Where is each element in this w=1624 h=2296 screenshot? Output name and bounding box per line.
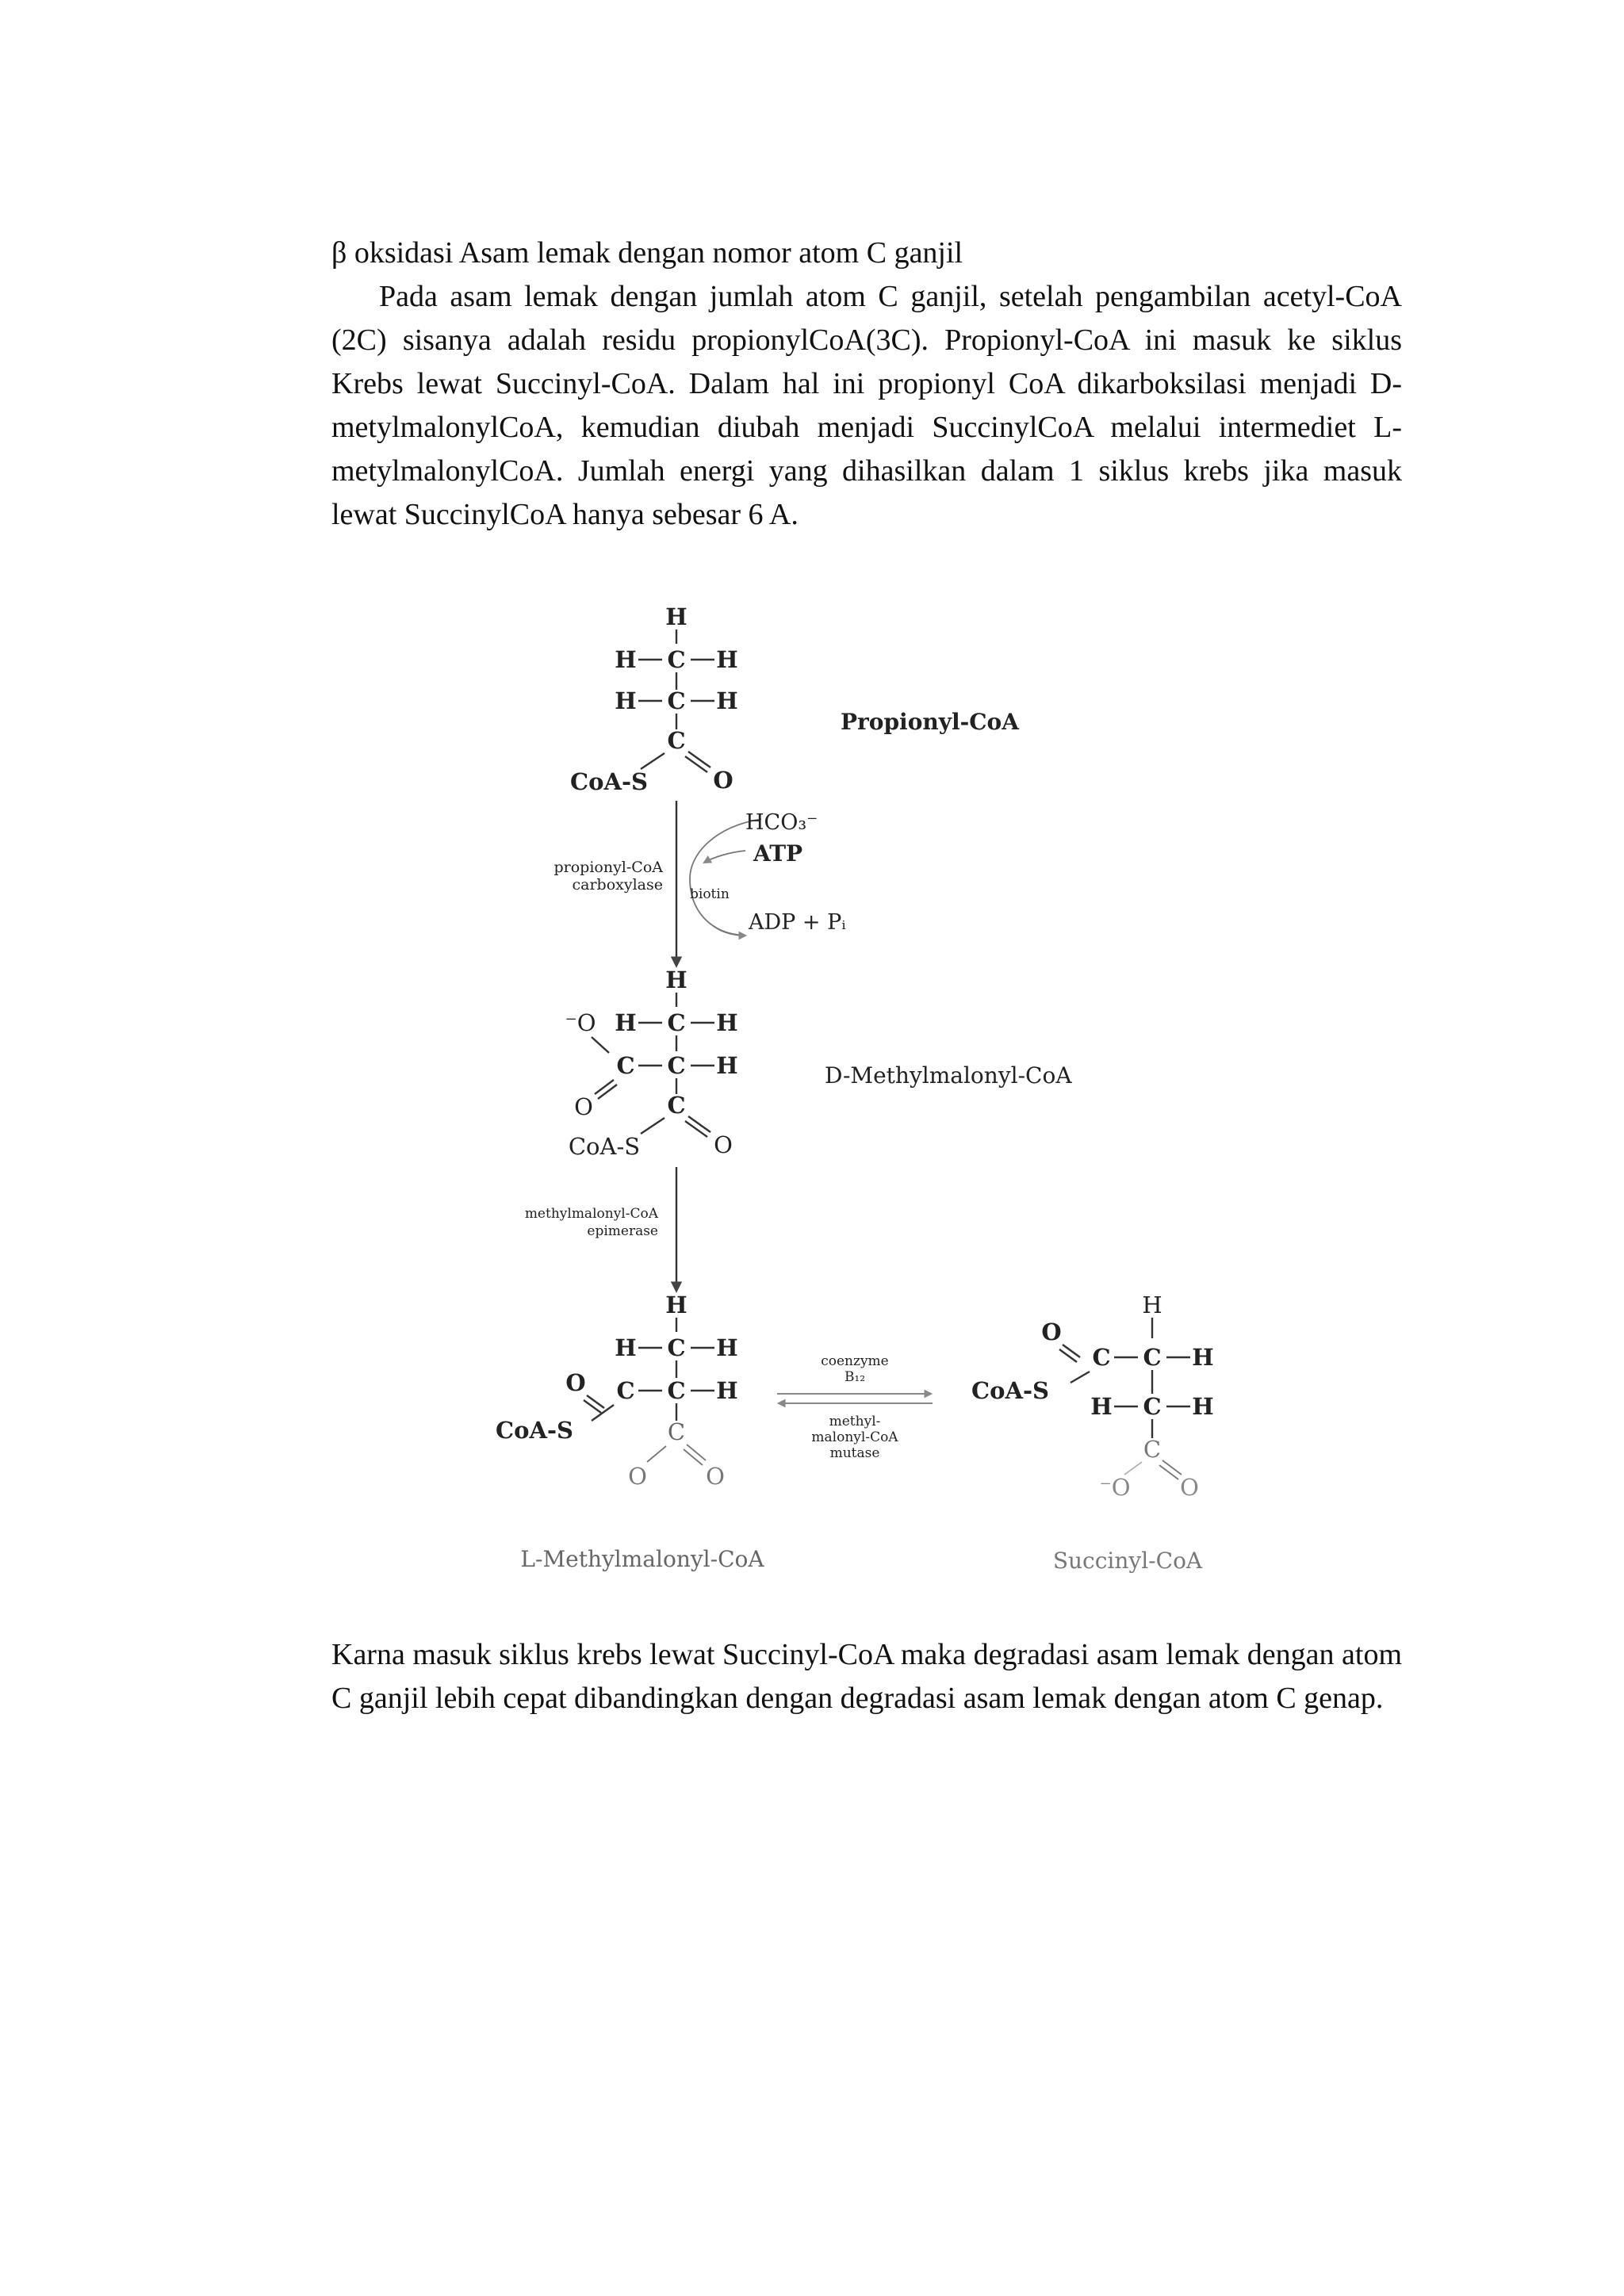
enzyme-epimerase-line2: epimerase (587, 1223, 658, 1239)
epimerase-step (525, 1167, 676, 1291)
atom-h: H (665, 966, 688, 993)
atom-o: O (565, 1369, 586, 1396)
label-l-methylmalonyl-coa: L-Methylmalonyl-CoA (520, 1546, 764, 1572)
atom-c: C (1143, 1344, 1162, 1371)
cofactor-hco3: HCO₃⁻ (745, 810, 818, 835)
label-succinyl-coa: Succinyl-CoA (1052, 1548, 1203, 1574)
atom-o: O (1041, 1318, 1062, 1345)
atom-coa-s: CoA-S (568, 1133, 641, 1160)
enzyme-mutase-line1: methyl- (829, 1414, 881, 1429)
cofactor-coenzyme: coenzyme (821, 1353, 889, 1369)
section-heading: β oksidasi Asam lemak dengan nomor atom C ganjil (331, 236, 963, 270)
atom-c: C (667, 1418, 686, 1445)
atom-o: O (706, 1463, 725, 1490)
atom-c: C (1143, 1393, 1162, 1420)
atom-o: O (714, 1131, 733, 1158)
cofactor-adp-pi: ADP + Pᵢ (749, 910, 846, 935)
enzyme-carboxylase-line1: propionyl-CoA (553, 859, 663, 876)
atom-c: C (667, 687, 686, 714)
atom-coa-s: CoA-S (570, 768, 648, 795)
succinyl-coa-structure (971, 1292, 1214, 1574)
paragraph-odd-chain-intro: Pada asam lemak dengan jumlah atom C ganjil, setelah pengambilan acetyl-CoA (2C) sisanya adalah residu propionylCoA(3C). Propionyl-CoA ini masuk ke siklus Krebs lewat Succinyl-CoA. Dalam hal ini propionyl CoA dikarboksilasi menjadi D-metylmalonylCoA, kemudian diubah menjadi SuccinylCoA melalui intermediet L-metylmalonylCoA. Jumlah energi yang dihasilkan dalam 1 siklus krebs jika masuk lewat SuccinylCoA hanya sebesar 6 A. (331, 280, 1402, 531)
atom-c: C (667, 1009, 686, 1036)
d-methylmalonyl-coa-structure (565, 966, 1072, 1160)
carboxylation-step (553, 801, 846, 966)
enzyme-mutase-line3: mutase (829, 1445, 880, 1461)
atom-c: C (616, 1052, 635, 1079)
atom-c: C (667, 1334, 686, 1361)
atom-h: H (1192, 1344, 1214, 1371)
atom-o-minus: ⁻O (565, 1009, 596, 1036)
atom-h: H (716, 687, 738, 714)
propionyl-coa-pathway-diagram (428, 593, 1300, 1592)
atom-h: H (716, 1009, 738, 1036)
atom-o: O (628, 1463, 647, 1490)
enzyme-epimerase-line1: methylmalonyl-CoA (524, 1206, 658, 1222)
atom-h: H (615, 1009, 637, 1036)
atom-coa-s: CoA-S (971, 1377, 1049, 1404)
enzyme-carboxylase-line2: carboxylase (572, 876, 663, 894)
cofactor-biotin: biotin (690, 886, 730, 902)
atom-h: H (1192, 1393, 1214, 1420)
cofactor-b12: B₁₂ (844, 1369, 866, 1385)
atom-c: C (667, 1377, 686, 1404)
atom-h: H (716, 646, 738, 673)
atom-h: H (615, 687, 637, 714)
atom-c: C (1092, 1344, 1111, 1371)
atom-o-minus: ⁻O (1099, 1474, 1131, 1501)
atom-h: H (716, 1334, 738, 1361)
label-propionyl-coa: Propionyl-CoA (841, 709, 1019, 735)
atom-o: O (574, 1093, 593, 1120)
atom-h: H (665, 1292, 688, 1318)
cofactor-atp: ATP (753, 840, 803, 867)
atom-h: H (1090, 1393, 1113, 1420)
atom-h: H (615, 646, 637, 673)
atom-h: H (665, 603, 688, 630)
propionyl-coa-structure (570, 603, 1020, 795)
atom-c: C (667, 727, 686, 754)
atom-coa-s: CoA-S (496, 1417, 573, 1444)
atom-c: C (667, 1052, 686, 1079)
atom-c: C (667, 1092, 686, 1119)
enzyme-mutase-line2: malonyl-CoA (811, 1429, 898, 1445)
atom-h: H (716, 1052, 738, 1079)
l-methylmalonyl-coa-structure (496, 1292, 764, 1572)
atom-o: O (713, 767, 733, 794)
mutase-step (777, 1353, 933, 1461)
atom-o: O (1180, 1474, 1199, 1501)
atom-c: C (667, 646, 686, 673)
atom-h: H (1142, 1292, 1162, 1318)
atom-c: C (616, 1377, 635, 1404)
atom-h: H (716, 1377, 738, 1404)
paragraph-conclusion: Karna masuk siklus krebs lewat Succinyl-CoA maka degradasi asam lemak dengan atom C ganjil lebih cepat dibandingkan dengan degradasi asam lemak dengan atom C genap. (331, 1638, 1402, 1715)
label-d-methylmalonyl-coa: D-Methylmalonyl-CoA (825, 1062, 1072, 1089)
atom-c: C (1143, 1436, 1162, 1463)
atom-h: H (615, 1334, 637, 1361)
